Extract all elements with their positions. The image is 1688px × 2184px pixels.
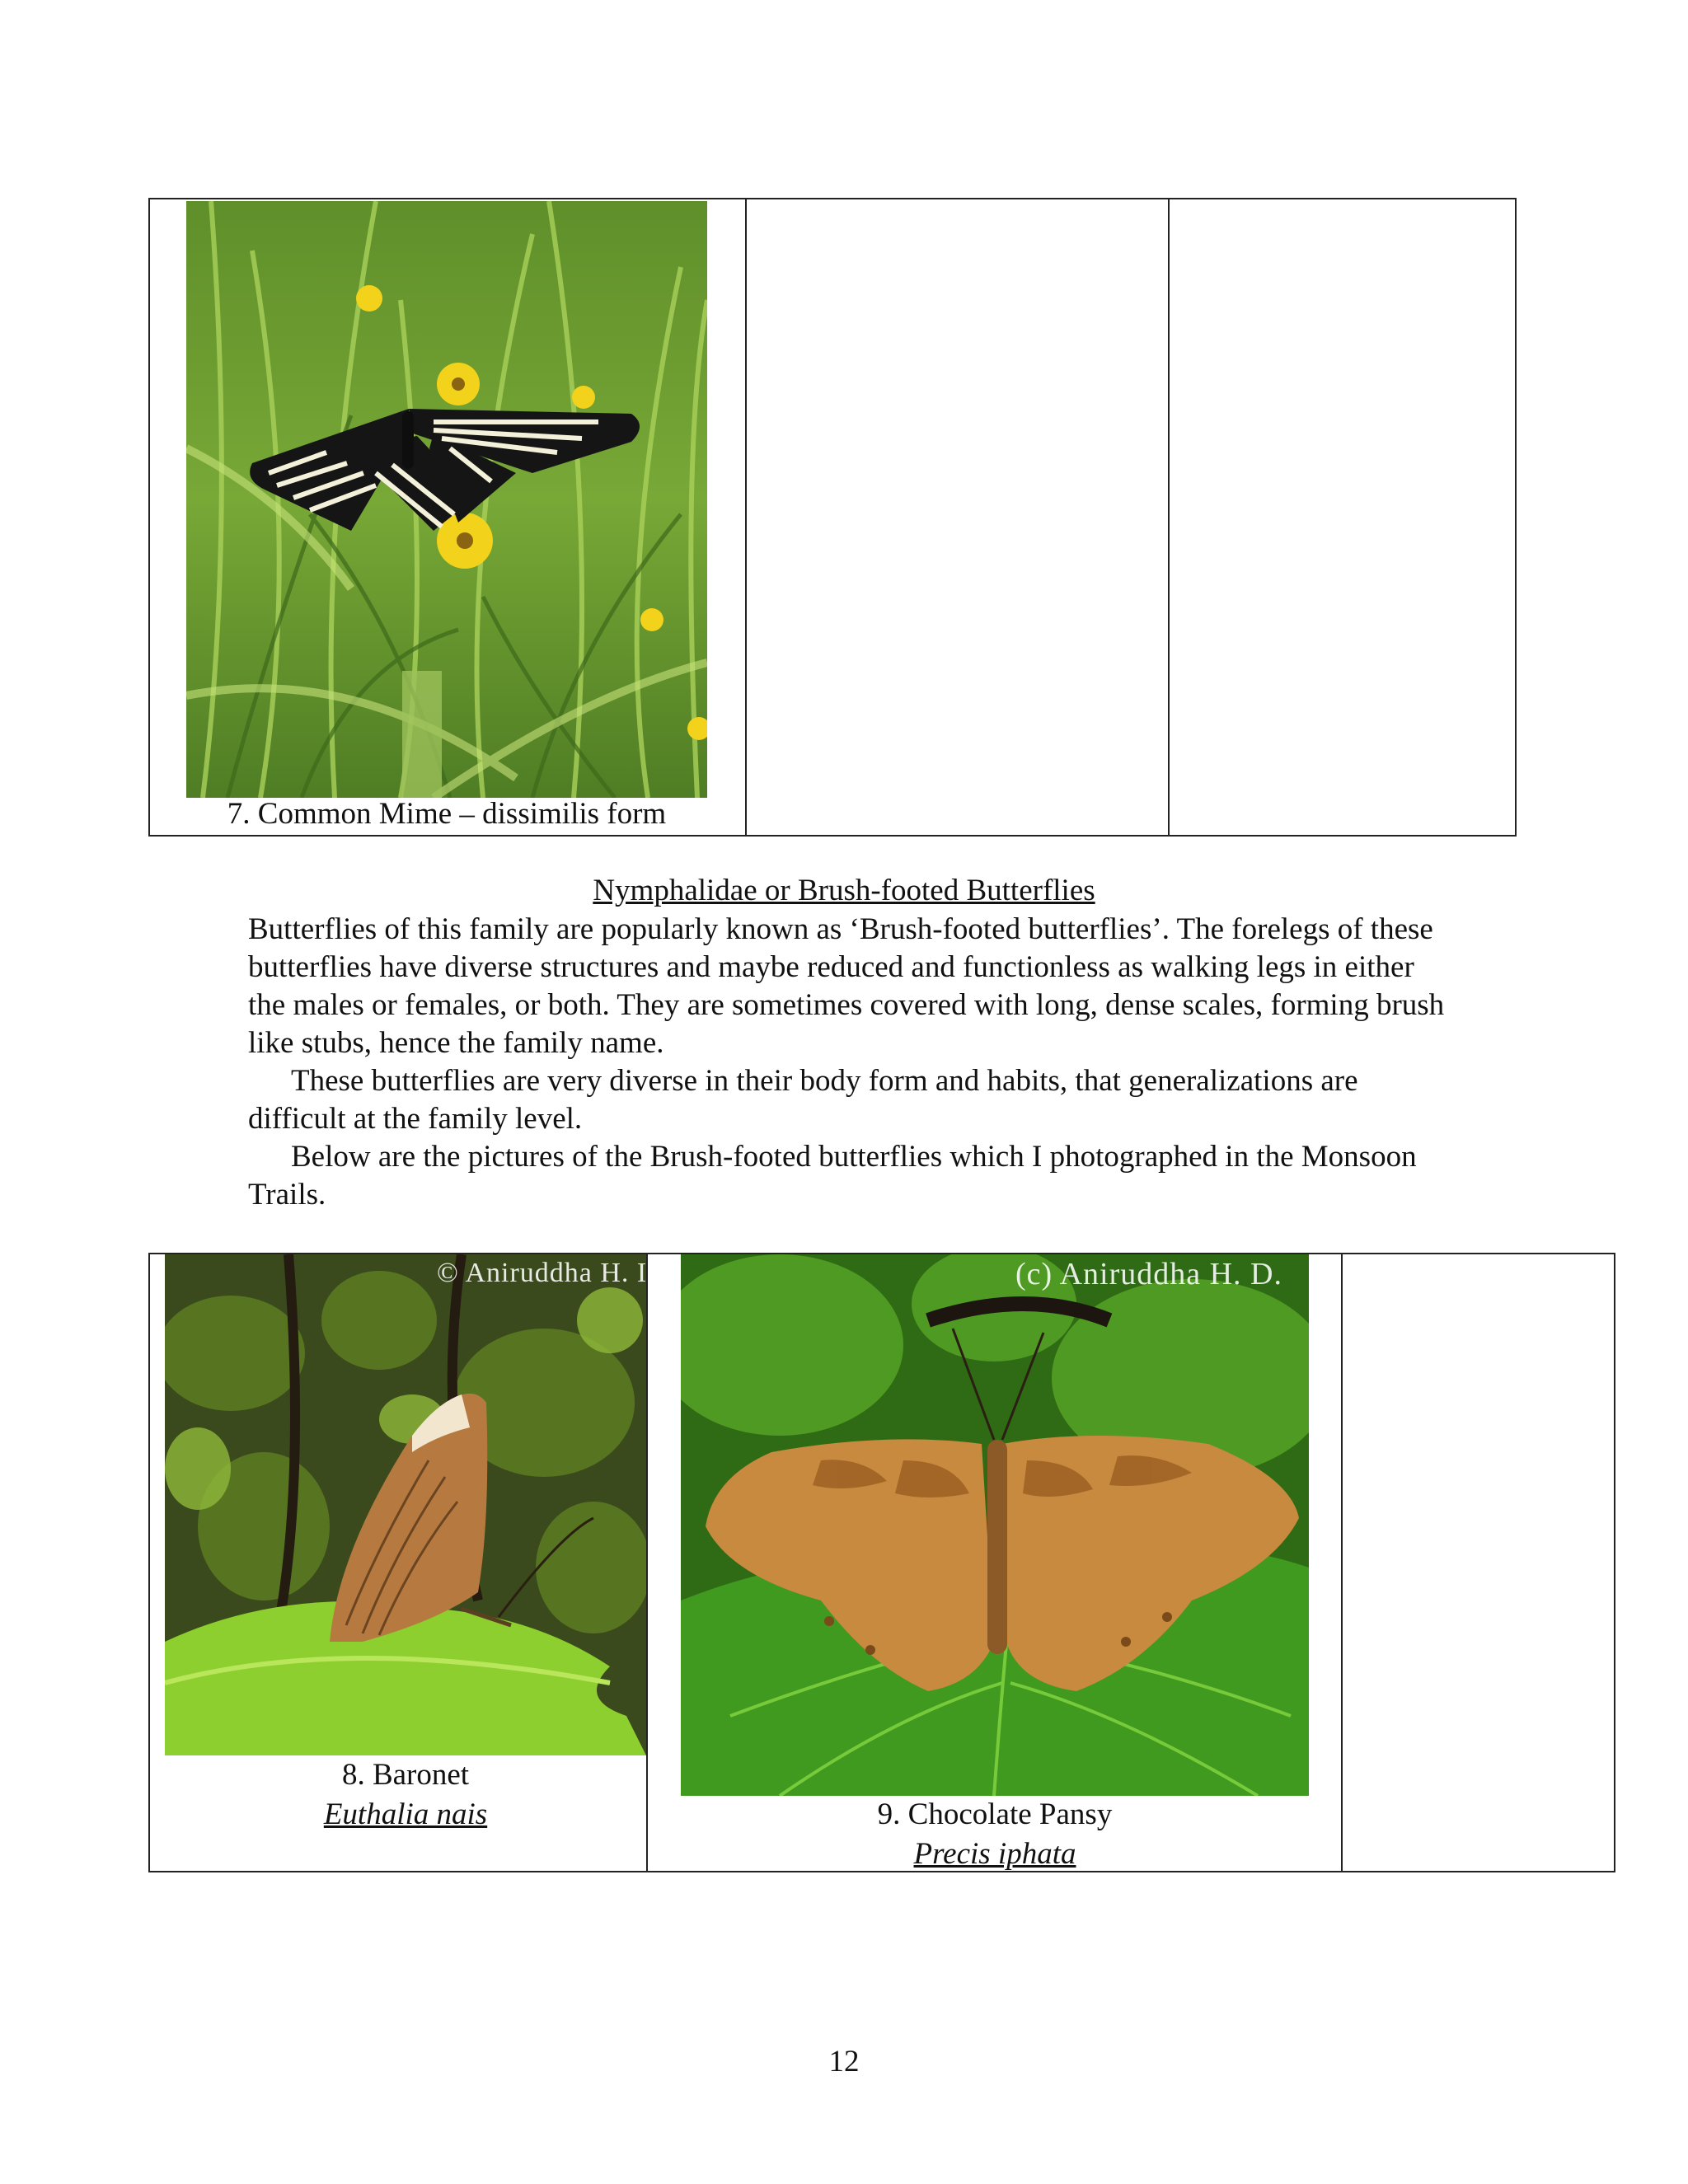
common-mime-caption: 7. Common Mime – dissimilis form (227, 797, 667, 831)
chocolate-pansy-photo (681, 1254, 1309, 1796)
baronet-scientific-name: Euthalia nais (323, 1797, 488, 1831)
paragraph: Below are the pictures of the Brush-footed butterflies which I photographed in the Monsoon Trails. (248, 1140, 1417, 1212)
table-divider (1341, 1254, 1343, 1871)
photo-table-bottom (148, 1253, 1615, 1872)
section-heading: Nymphalidae or Brush-footed Butterflies (593, 874, 1095, 907)
pansy-watermark: (c) Aniruddha H. D. (1015, 1257, 1282, 1291)
photo-table-top (148, 198, 1517, 837)
paragraph: Butterflies of this family are popularly known as ‘Brush-footed butterflies’. The forelegs of these butterflies have diverse structures and maybe reduced and functionless as walking legs in either the males or females, or both. They are sometimes covered with long, dense scales, forming brush like stubs, hence the family name. (248, 912, 1445, 1060)
pansy-caption: 9. Chocolate Pansy (877, 1797, 1113, 1831)
baronet-watermark: © Aniruddha H. I (437, 1258, 648, 1288)
baronet-photo (165, 1254, 646, 1755)
baronet-caption: 8. Baronet (341, 1758, 470, 1792)
table-divider (646, 1254, 648, 1871)
pansy-scientific-name: Precis iphata (913, 1837, 1076, 1871)
page-number: 12 (828, 2045, 860, 2079)
table-divider (745, 199, 747, 835)
section-body (248, 911, 1451, 1214)
table-divider (1168, 199, 1170, 835)
common-mime-photo (186, 201, 707, 798)
paragraph: These butterflies are very diverse in their body form and habits, that generalizations are difficult at the family level. (248, 1064, 1358, 1136)
